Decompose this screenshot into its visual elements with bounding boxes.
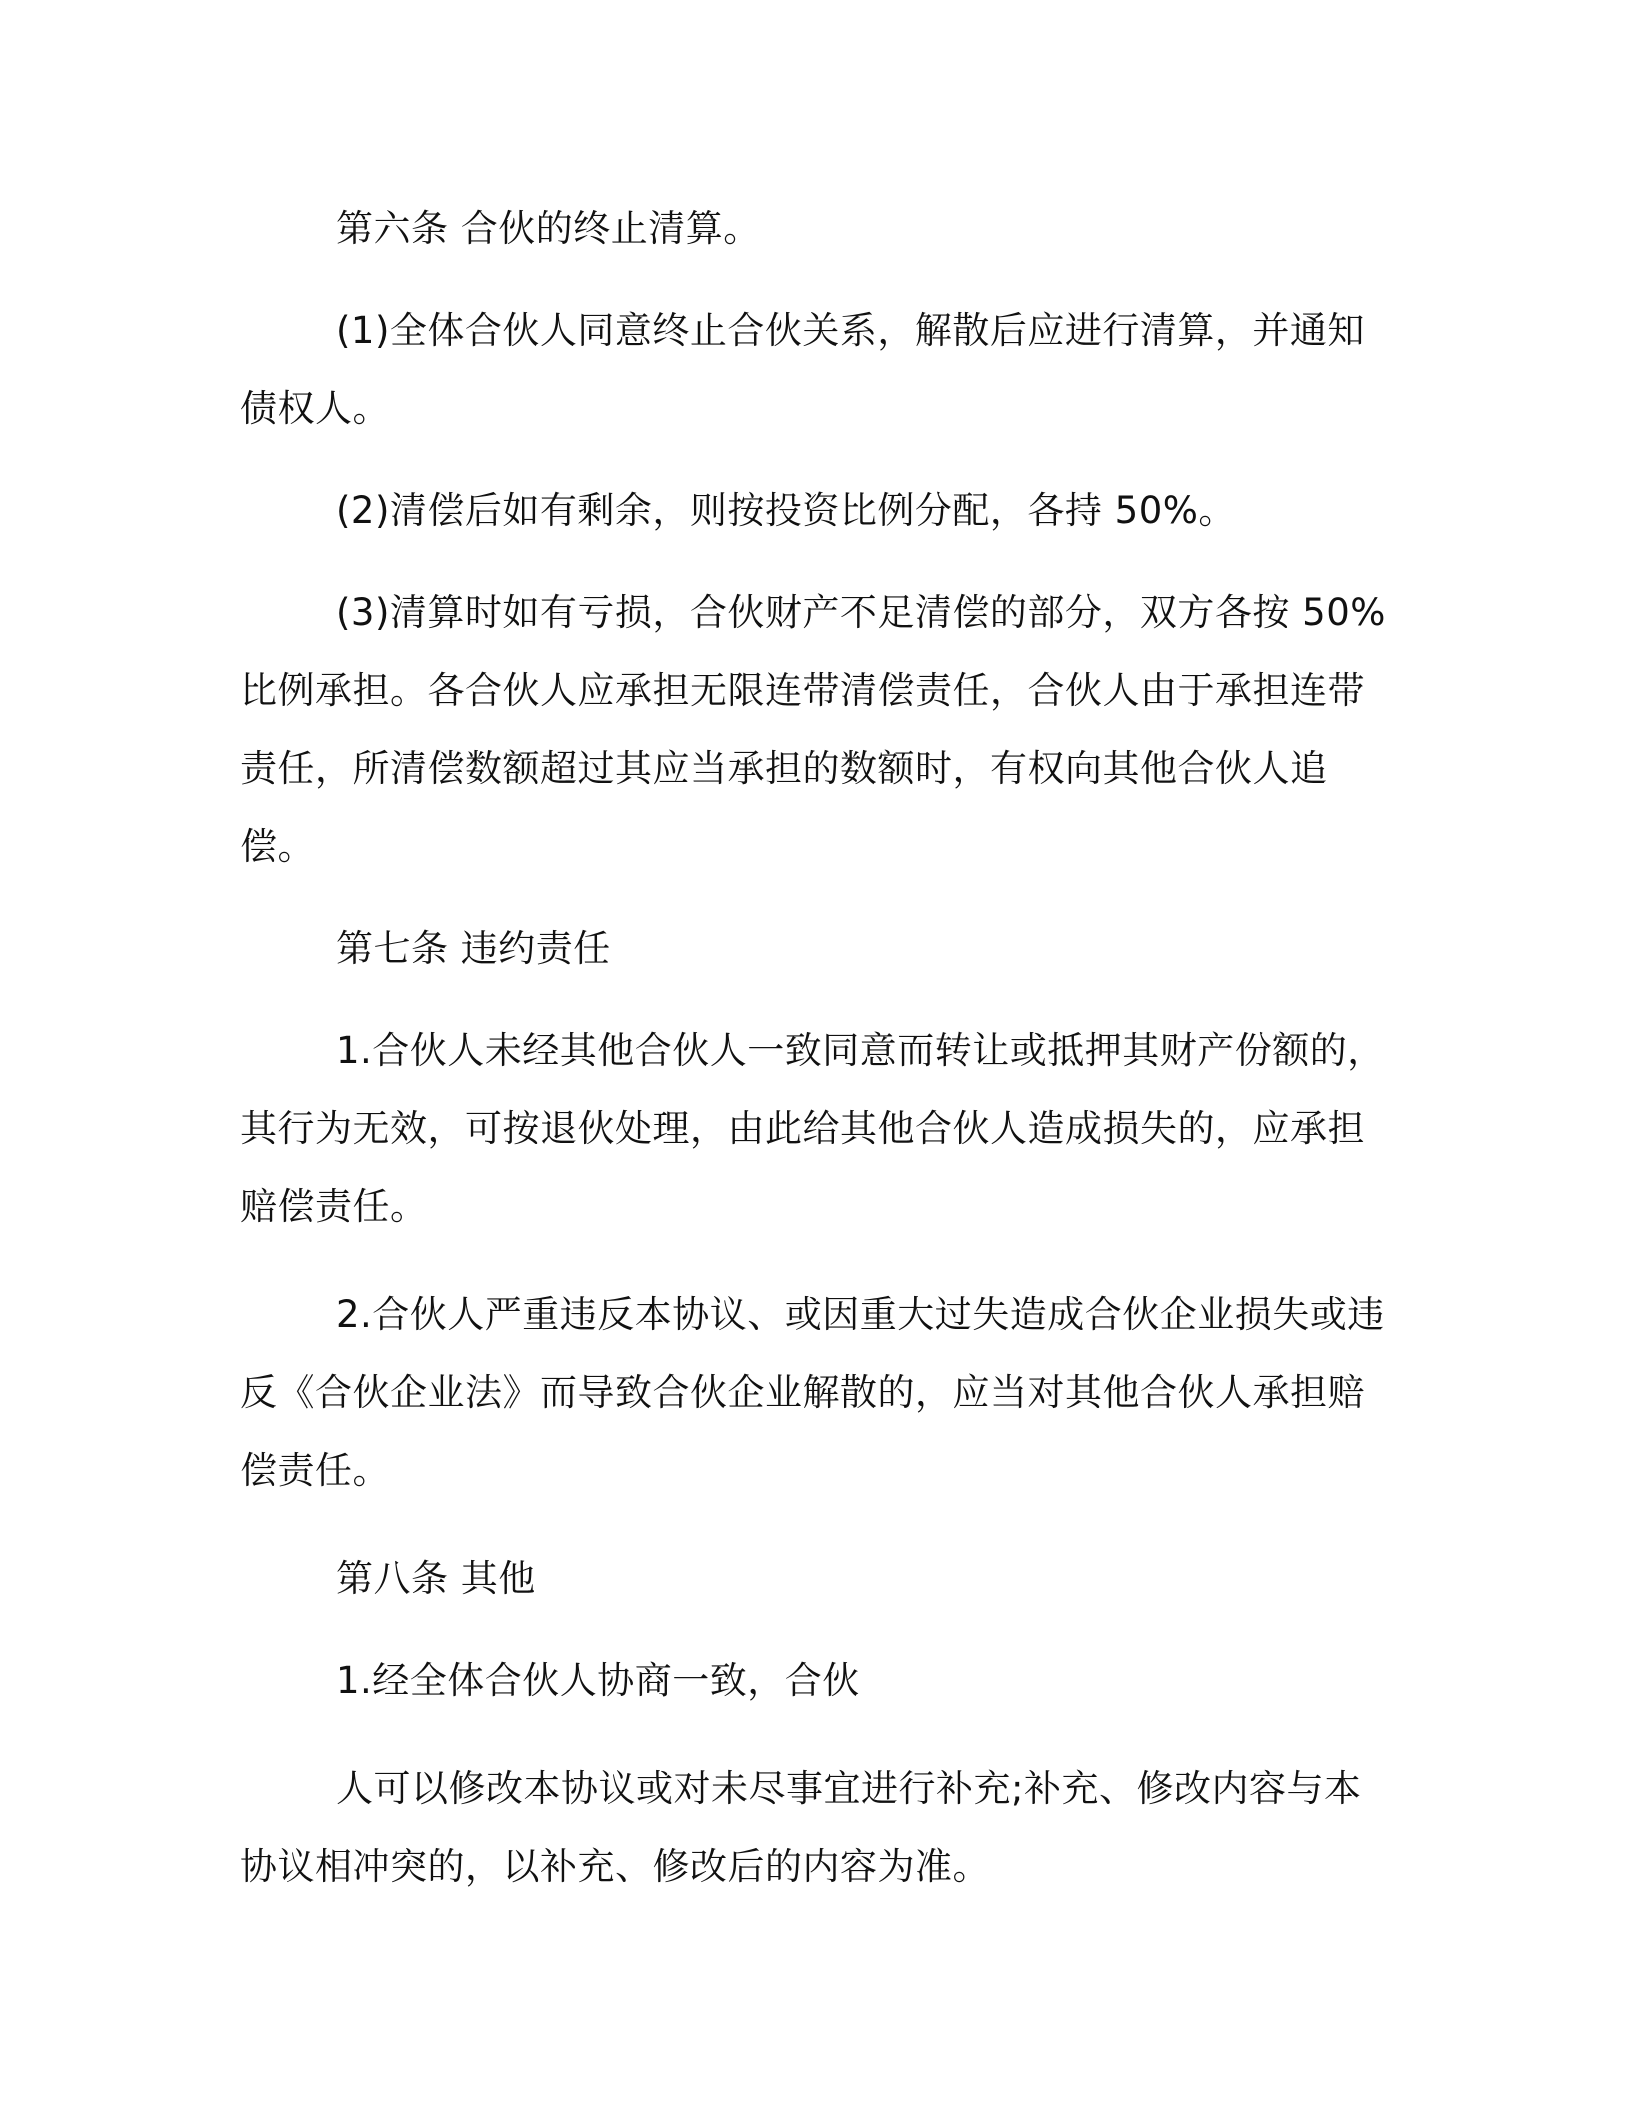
article-8-paragraph-2: 人可以修改本协议或对未尽事宜进行补充;补充、修改内容与本协议相冲突的，以补充、修改后的内容为准。	[240, 1767, 1362, 1888]
article-6-paragraph-2: (2)清偿后如有剩余，则按投资比例分配，各持 50%。	[336, 489, 1236, 532]
article-7-paragraph-1: 1.合伙人未经其他合伙人一致同意而转让或抵押其财产份额的，其行为无效，可按退伙处理，由此给其他合伙人造成损失的，应承担赔偿责任。	[240, 1029, 1385, 1228]
article-8-paragraph-1: 1.经全体合伙人协商一致，合伙	[336, 1659, 860, 1702]
article-6-heading: 第六条 合伙的终止清算。	[336, 207, 761, 250]
article-8-heading: 第八条 其他	[336, 1557, 536, 1600]
article-6-paragraph-1: (1)全体合伙人同意终止合伙关系，解散后应进行清算，并通知债权人。	[240, 309, 1365, 430]
article-6-paragraph-3: (3)清算时如有亏损，合伙财产不足清偿的部分，双方各按 50%比例承担。各合伙人应承担无限连带清偿责任，合伙人由于承担连带责任，所清偿数额超过其应当承担的数额时，有权向其他合伙人追偿。	[240, 591, 1386, 868]
document-body	[240, 190, 1390, 1906]
article-7-heading: 第七条 违约责任	[336, 927, 611, 970]
article-7-paragraph-2: 2.合伙人严重违反本协议、或因重大过失造成合伙企业损失或违反《合伙企业法》而导致合伙企业解散的，应当对其他合伙人承担赔偿责任。	[240, 1293, 1385, 1492]
